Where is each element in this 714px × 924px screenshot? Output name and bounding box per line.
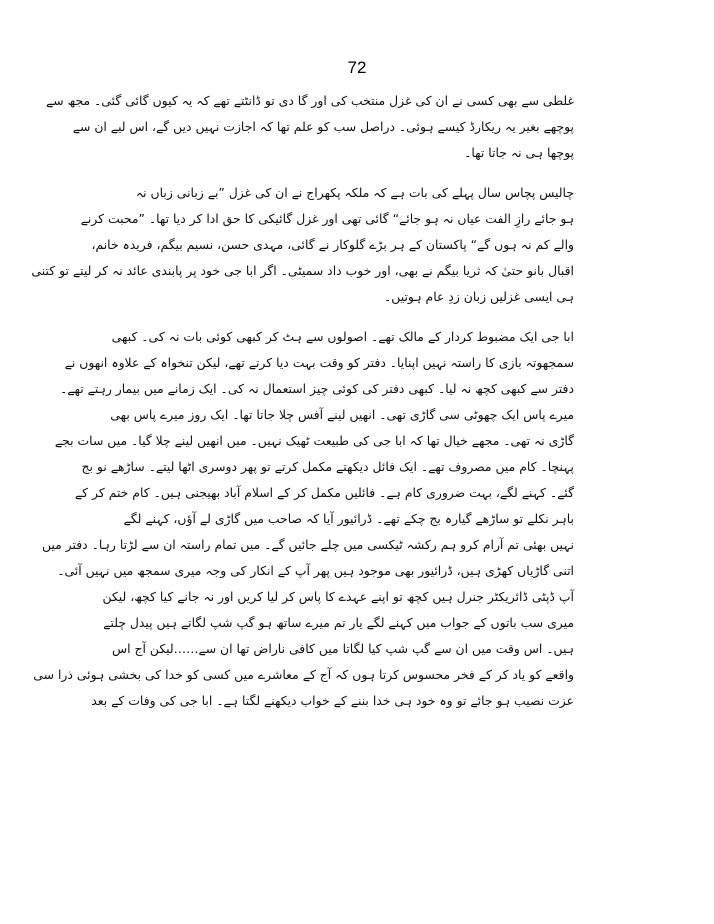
text-line: ہیں۔ اس وقت میں ان سے گپ شپ کیا لگاتا میں کافی ناراض تھا ان سے……لیکن آج اس [112,641,574,656]
text-line: پوچھے بغیر یہ ریکارڈ کیسے ہوئی۔ دراصل سب کو علم تھا کہ اجازت نہیں دیں گے، اس لیے ان سے [72,119,574,134]
body-text [31,88,574,714]
text-line: والے کم نہ ہوں گے“ پاکستان کے ہر بڑے گلوکار نے گائی، مہدی حسن، نسیم بیگم، فریدہ خانم، [91,237,574,252]
page-number: 72 [347,58,367,77]
paragraph-3 [33,324,574,714]
text-line: پہنچا۔ کام میں مصروف تھے۔ ایک فائل دیکھتے مکمل کرتے تو پھر دوسری اٹھا لیتے۔ ساڑھے نو بج [81,459,574,474]
text-line: دفتر سے کبھی کچھ نہ لیا۔ کبھی دفتر کی کوئی چیز استعمال نہ کی۔ ایک زمانے میں بیمار رہتے تھے۔ [60,381,574,396]
text-line: چالیس پچاس سال پہلے کی بات ہے کہ ملکہ پکھراج نے ان کی غزل ”بے زبانی زباں نہ [135,185,574,200]
text-line: عزت نصیب ہو جائے تو وہ خود ہی خدا بننے کے خواب دیکھنے لگتا ہے۔ ابا جی کی وفات کے بعد [91,693,574,708]
text-line: ہو جائے رازِ الفت عیاں نہ ہو جائے“ گائی تھی اور غزل گائیکی کا حق ادا کر دیا تھا۔ ”محبت کرنے [80,211,574,226]
paragraph-2 [31,180,574,310]
text-line: نہیں بھئی تم آرام کرو ہم رکشہ ٹیکسی میں چلے جائیں گے۔ میں تمام راستہ ان سے لڑتا رہا۔ دفتر میں [41,537,574,552]
text-line: واقعے کو یاد کر کے فخر محسوس کرتا ہوں کہ آج کے معاشرے میں کسی کو خدا کی بخشی ہوئی ذرا سی [33,667,574,682]
text-line: اتنی گاڑیاں کھڑی ہیں، ڈرائیور بھی موجود ہیں پھر آپ کے انکار کی وجہ میری سمجھ میں نہیں آئی۔ [57,563,574,578]
text-line: اقبال بانو حتیٰ کہ ثریا بیگم نے بھی، اور خوب داد سمیٹی۔ اگر ابا جی خود پر پابندی عائد نہ کر لیتے تو کتنی [31,263,574,278]
text-line: گئے۔ کہنے لگے، بہت ضروری کام ہے۔ فائلیں مکمل کر کے اسلام آباد بھیجنی ہیں۔ کام ختم کر کے [74,485,574,500]
text-line: میرے پاس ایک چھوٹی سی گاڑی تھی۔ انھیں لینے آفس چلا جاتا تھا۔ ایک روز میرے پاس بھی [110,407,574,422]
text-line: میری سب باتوں کے جواب میں کہنے لگے یار تم میرے ساتھ ہو گپ شپ لگاتے ہیں پیدل چلتے [103,615,574,630]
paragraph-1 [46,88,574,166]
text-line: باہر نکلے تو ساڑھے گیارہ بج چکے تھے۔ ڈرائیور آیا کہ صاحب میں گاڑی لے آؤں، کہنے لگے [123,511,574,526]
text-line: غلطی سے بھی کسی نے ان کی غزل منتخب کی اور گا دی تو ڈانٹتے تھے کہ یہ کیوں گائی گئی۔ مجھ سے [46,93,574,108]
text-line: آپ ڈپٹی ڈائریکٹر جنرل ہیں کچھ تو اپنے عہدے کا پاس کر لیا کریں اور نہ جانے کیا کچھ، لیکن [102,589,574,604]
text-line: ہی ایسی غزلیں زبان زدِ عام ہوتیں۔ [384,289,574,304]
text-line: پوچھا ہی نہ جاتا تھا۔ [464,145,574,160]
text-line: ابا جی ایک مضبوط کردار کے مالک تھے۔ اصولوں سے ہٹ کر کبھی کوئی بات نہ کی۔ کبھی [111,329,574,344]
text-line: گاڑی نہ تھی۔ مجھے خیال تھا کہ ابا جی کی طبیعت ٹھیک نہیں۔ میں انھیں لینے چلا گیا۔ میں سات بجے [54,433,574,448]
text-line: سمجھوتہ بازی کا راستہ نہیں اپنایا۔ دفتر کو وقت بہت دیا کرتے تھے، لیکن تنخواہ کے علاوہ انھوں نے [64,355,574,370]
